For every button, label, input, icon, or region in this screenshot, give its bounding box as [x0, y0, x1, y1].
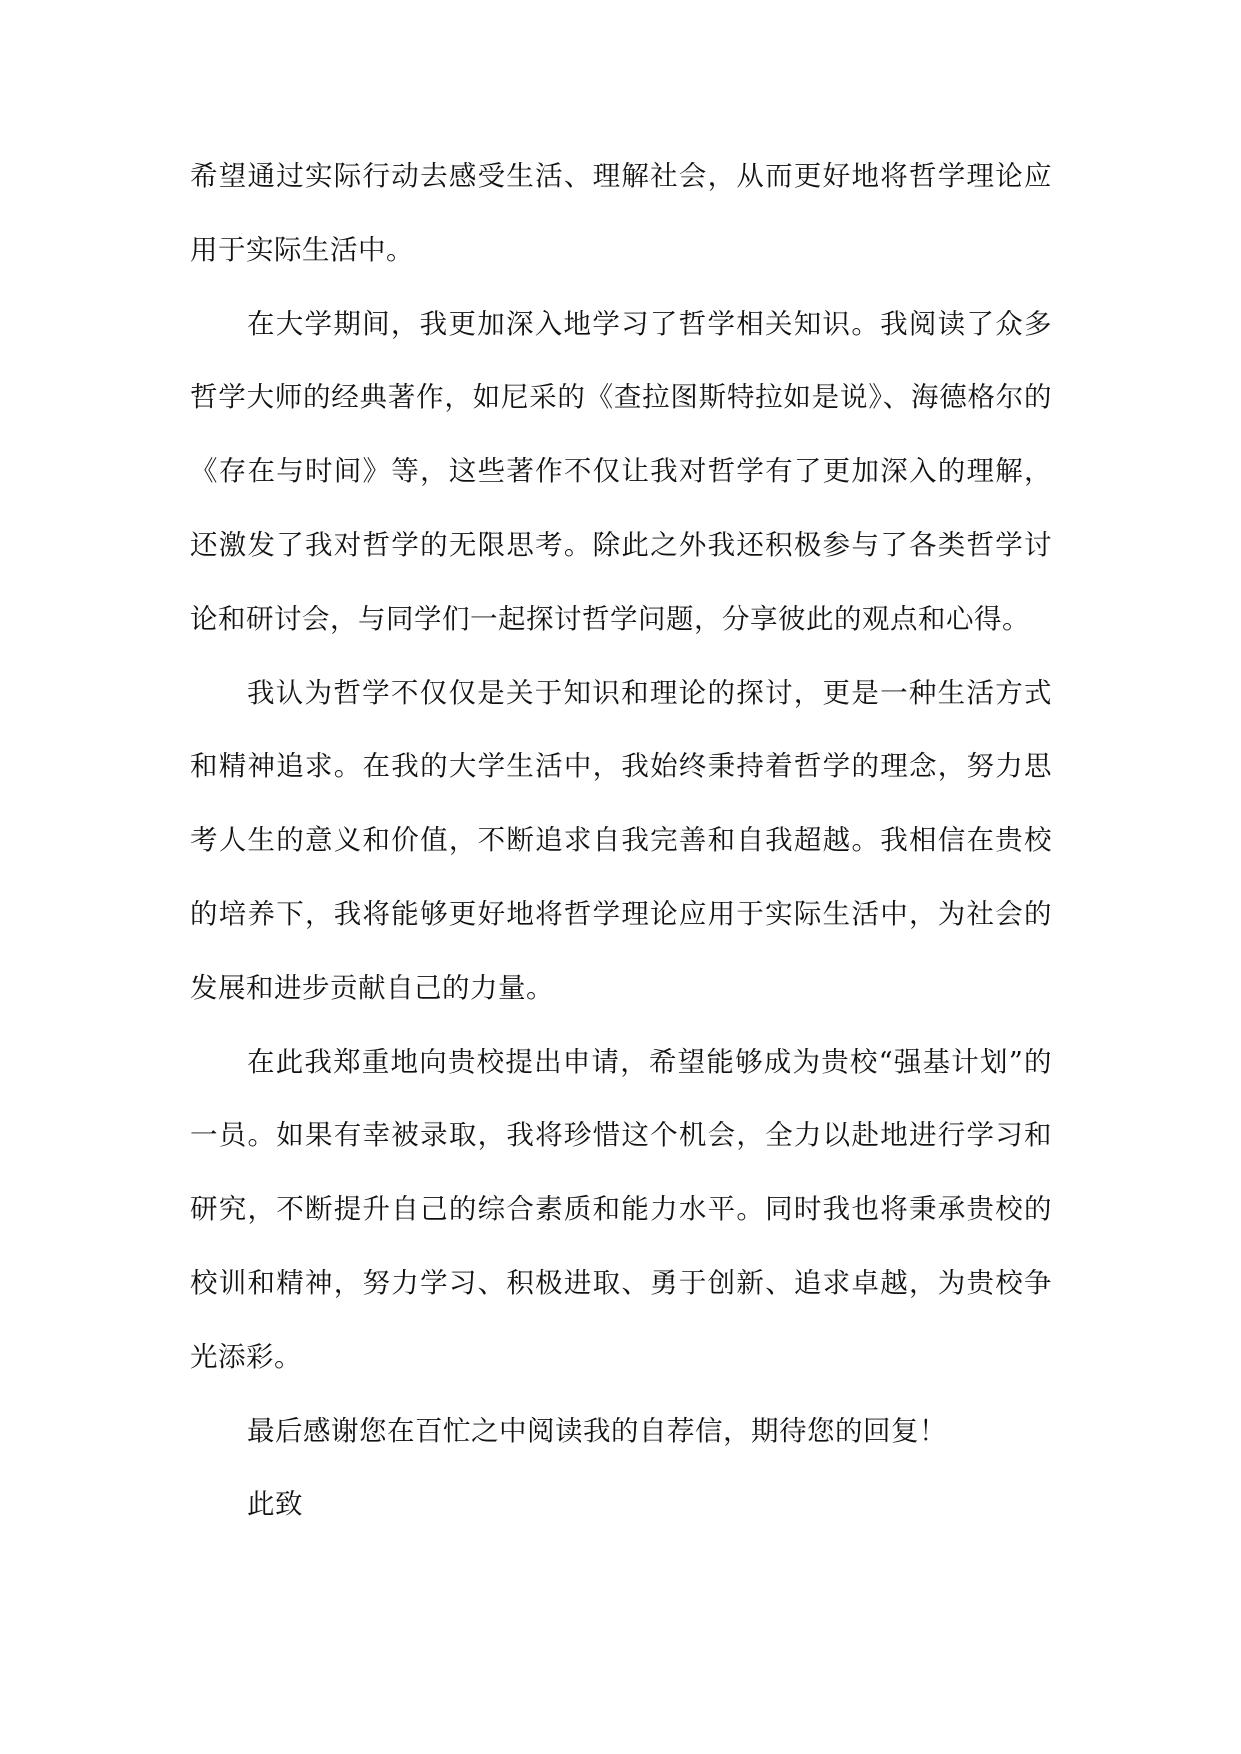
- paragraph-university-study: 在大学期间，我更加深入地学习了哲学相关知识。我阅读了众多哲学大师的经典著作，如尼采的《查拉图斯特拉如是说》、海德格尔的《存在与时间》等，这些著作不仅让我对哲学有了更加深入的理解，还激发了我对哲学的无限思考。除此之外我还积极参与了各类哲学讨论和研讨会，与同学们一起探讨哲学问题，分享彼此的观点和心得。: [190, 307, 1052, 635]
- paragraph-philosophy-view: 我认为哲学不仅仅是关于知识和理论的探讨，更是一种生活方式和精神追求。在我的大学生活中，我始终秉持着哲学的理念，努力思考人生的意义和价值，不断追求自我完善和自我超越。我相信在贵校的培养下，我将能够更好地将哲学理论应用于实际生活中，为社会的发展和进步贡献自己的力量。: [190, 676, 1052, 1004]
- paragraph-thanks: 最后感谢您在百忙之中阅读我的自荐信，期待您的回复！: [247, 1414, 947, 1447]
- paragraph-application: 在此我郑重地向贵校提出申请，希望能够成为贵校“强基计划”的一员。如果有幸被录取，我将珍惜这个机会，全力以赴地进行学习和研究，不断提升自己的综合素质和能力水平。同时我也将秉承贵校的校训和精神，努力学习、积极进取、勇于创新、追求卓越，为贵校争光添彩。: [190, 1045, 1052, 1373]
- closing-salutation: 此致: [247, 1488, 303, 1521]
- paragraph-continuation: 希望通过实际行动去感受生活、理解社会，从而更好地将哲学理论应用于实际生活中。: [190, 160, 1052, 266]
- letter-body: [190, 140, 1052, 1542]
